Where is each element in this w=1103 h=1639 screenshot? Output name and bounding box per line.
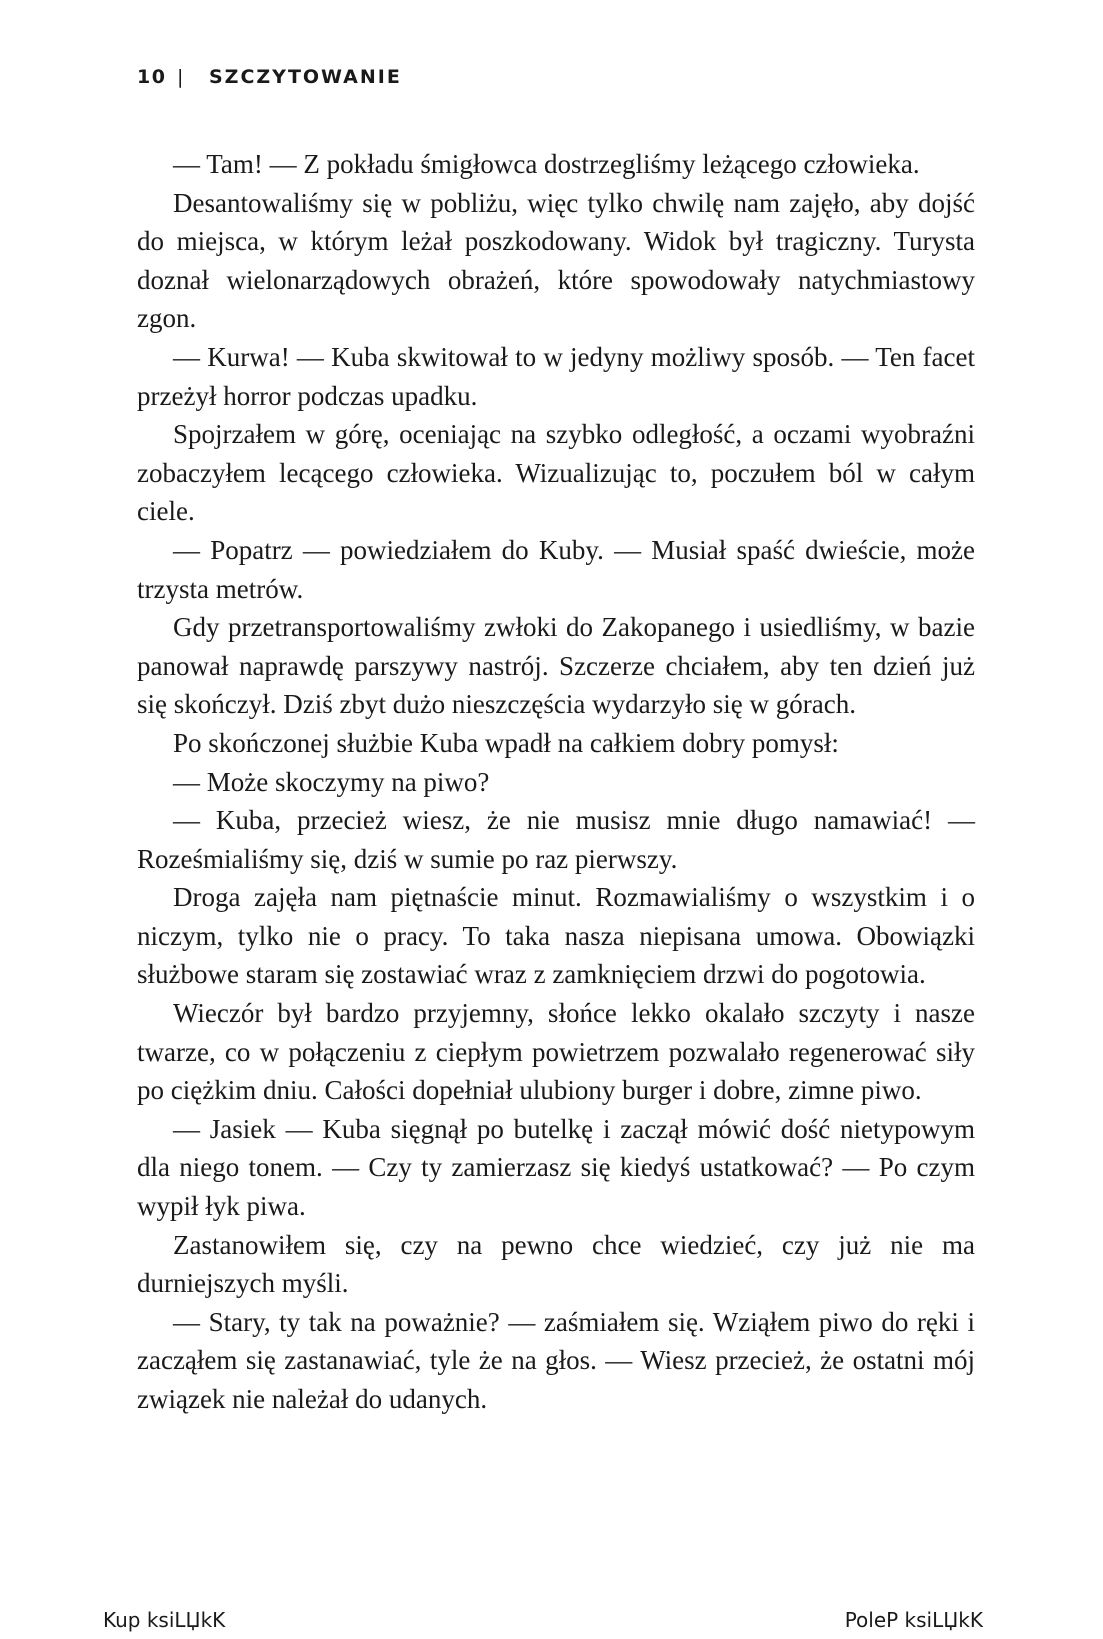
paragraph: Desantowaliśmy się w pobliżu, więc tylko chwilę nam zajęło, aby dojść do miejsca, w którym leżał poszkodowany. Widok był tragiczny. Turysta doznał wielonarządowych obrażeń, które spowodowały natychmiastowy zgon. <box>137 187 975 334</box>
paragraph: — Popatrz — powiedziałem do Kuby. — Musiał spaść dwieście, może trzysta metrów. <box>137 534 975 604</box>
paragraph: Wieczór był bardzo przyjemny, słońce lekko okalało szczyty i nasze twarze, co w połączeniu z ciepłym powietrzem pozwalało regenerować siły po ciężkim dniu. Całości dopełniał ulubiony burger i dobre, zimne piwo. <box>137 998 975 1106</box>
paragraph: Spojrzałem w górę, oceniając na szybko odległość, a oczami wyobraźni zobaczyłem lecącego człowieka. Wizualizując to, poczułem ból w całym ciele. <box>137 419 975 527</box>
paragraph: — Stary, ty tak na poważnie? — zaśmiałem się. Wziąłem piwo do ręki i zacząłem się zastanawiać, tyle że na głos. — Wiesz przecież, że ostatni mój związek nie należał do udanych. <box>137 1306 975 1414</box>
paragraph: Droga zajęła nam piętnaście minut. Rozmawialiśmy o wszystkim i o niczym, tylko nie o pracy. To taka nasza niepisana umowa. Obowiązki służbowe staram się zostawiać wraz z zamknięciem drzwi do pogotowia. <box>137 882 975 990</box>
paragraph: Gdy przetransportowaliśmy zwłoki do Zakopanego i usiedliśmy, w bazie panował naprawdę parszywy nastrój. Szczerze chciałem, aby ten dzień już się skończył. Dziś zbyt dużo nieszczęścia wydarzyło się w górach. <box>137 612 975 720</box>
paragraph: — Kurwa! — Kuba skwitował to w jedyny możliwy sposób. — Ten facet przeżył horror podczas upadku. <box>137 341 975 411</box>
chapter-title: SZCZYTOWANIE <box>209 66 402 88</box>
paragraph: Zastanowiłem się, czy na pewno chce wiedzieć, czy już nie ma durniejszych myśli. <box>137 1229 975 1299</box>
running-head <box>137 66 402 88</box>
paragraph: Po skończonej służbie Kuba wpadł na całkiem dobry pomysł: <box>173 727 839 758</box>
page-number: 10 <box>137 66 167 88</box>
page-body <box>137 145 975 1419</box>
paragraph: — Może skoczymy na piwo? <box>173 766 490 797</box>
buy-book-link[interactable]: Kup ksiLЏkK <box>103 1608 226 1632</box>
header-separator: | <box>177 66 185 88</box>
paragraph: — Kuba, przecież wiesz, że nie musisz mnie długo namawiać! — Roześmialiśmy się, dziś w sumie po raz pierwszy. <box>137 805 975 874</box>
paragraph: — Tam! — Z pokładu śmigłowca dostrzegliśmy leżącego człowieka. <box>173 149 920 179</box>
recommend-book-link[interactable]: PoleP ksiLЏkK <box>844 1608 983 1632</box>
paragraph: — Jasiek — Kuba sięgnął po butelkę i zaczął mówić dość nietypowym dla niego tonem. — Czy ty zamierzasz się kiedyś ustatkować? — Po czym wypił łyk piwa. <box>137 1113 975 1222</box>
